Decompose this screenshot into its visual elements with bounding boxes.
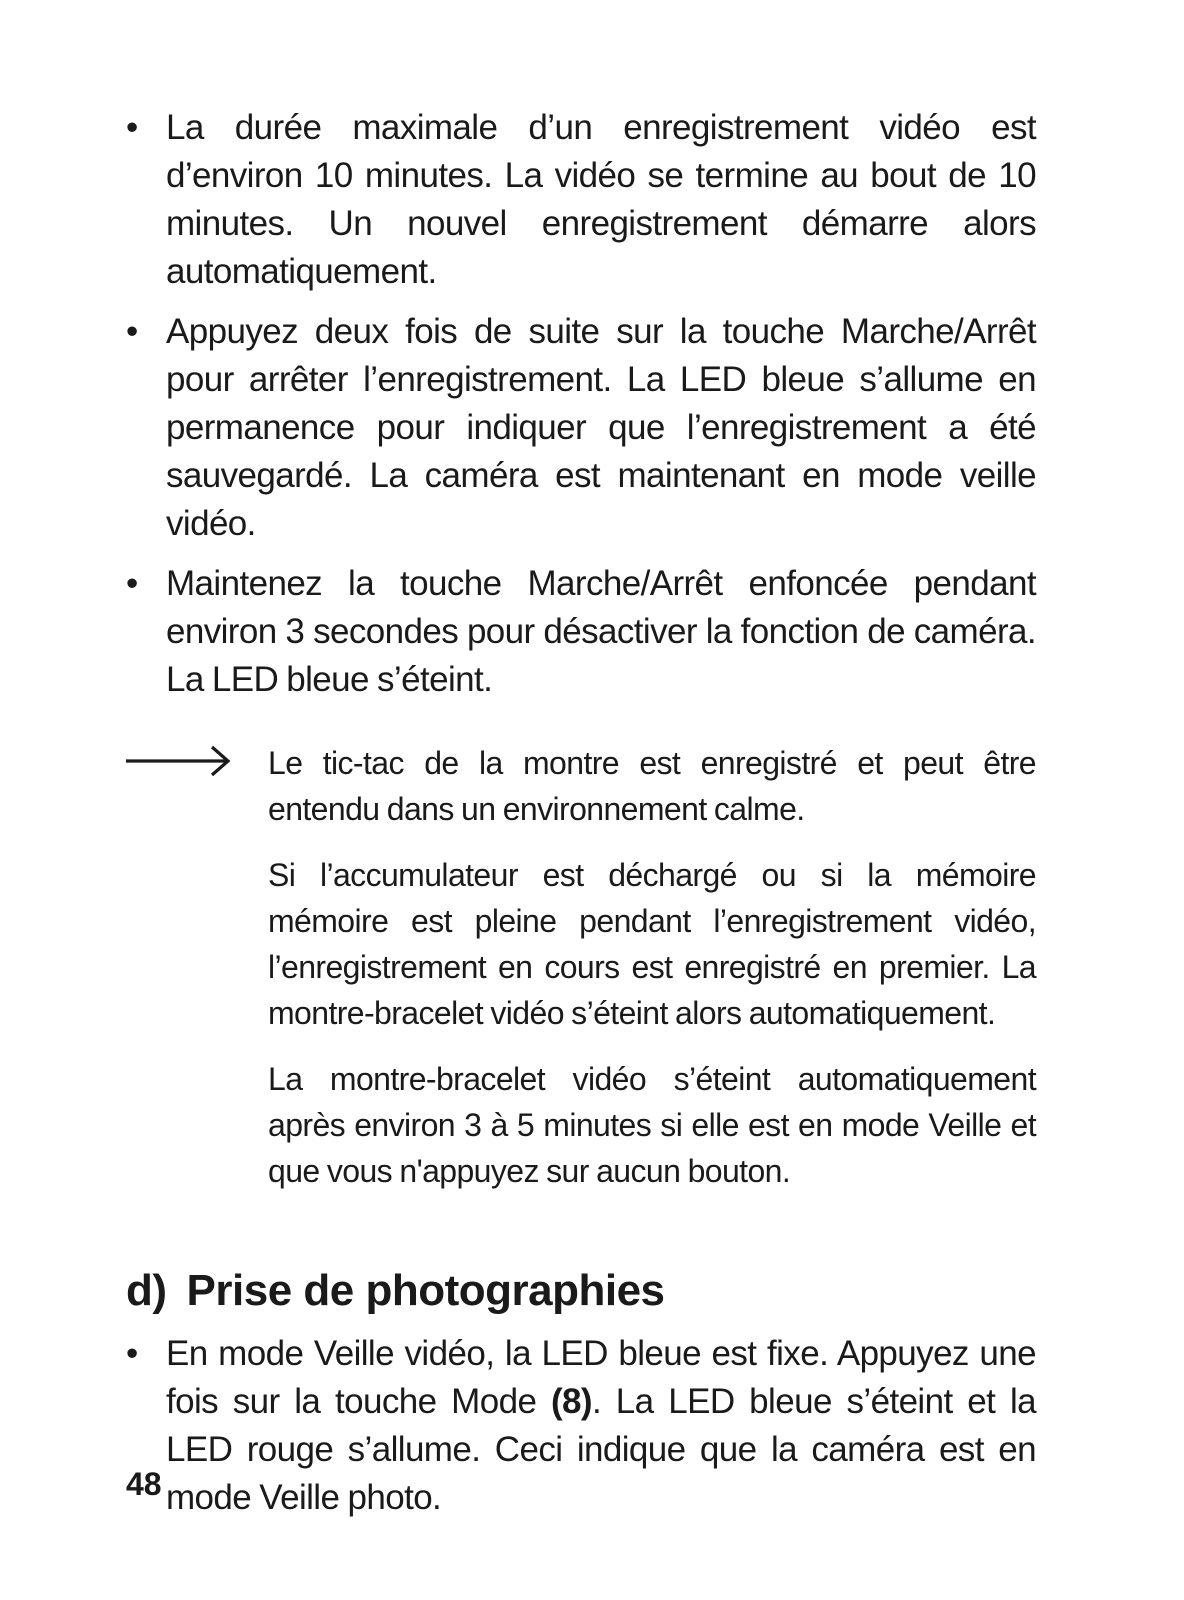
reference-number: (8)	[551, 1382, 592, 1421]
bullet-text: La durée maximale d’un enregistrement vidéo est d’environ 10 minutes. La vidéo se termine au bout de 10 minutes. Un nouvel enregistrement démarre alors automatiquement.	[166, 108, 1036, 291]
section-letter: d)	[126, 1266, 167, 1315]
bullet-list-video	[126, 104, 1036, 704]
page-content	[126, 104, 1036, 1534]
bullet-marker: •	[126, 108, 138, 147]
bullet-list-photo	[126, 1330, 1036, 1522]
note-block	[126, 740, 1036, 1194]
bullet-text	[166, 1334, 1036, 1517]
bullet-marker: •	[126, 1334, 138, 1373]
list-item	[126, 1330, 1036, 1522]
section-title: Prise de photographies	[186, 1266, 665, 1315]
page-number: 48	[126, 1466, 162, 1502]
bullet-text-part: . La LED bleue s’éteint et la LED rouge s’allume. Ceci indique que la caméra est en mode Veille photo.	[166, 1382, 1037, 1517]
bullet-text-part: En mode Veille vidéo, la LED bleue est fixe. Appuyez une fois sur la touche Mode	[166, 1334, 1036, 1421]
bullet-text: Appuyez deux fois de suite sur la touche Marche/Arrêt pour arrêter l’enregistrement. La LED bleue s’allume en permanence pour indiquer que l’enregistrement a été sauvegardé. La caméra est maintenant en mode veille vidéo.	[166, 312, 1036, 543]
bullet-marker: •	[126, 312, 138, 351]
note-paragraph: Le tic-tac de la montre est enregistré et peut être entendu dans un environnement calme.	[268, 745, 1036, 827]
list-item	[126, 308, 1036, 548]
arrow-right-icon	[126, 744, 232, 778]
section-heading	[126, 1266, 1036, 1316]
list-item	[126, 104, 1036, 296]
list-item	[126, 560, 1036, 704]
note-paragraph: Si l’accumulateur est déchargé ou si la mémoire mémoire est pleine pendant l’enregistrement vidéo, l’enregistrement en cours est enregistré en premier. La montre-bracelet vidéo s’éteint alors automatiquement.	[268, 857, 1036, 1031]
bullet-marker: •	[126, 564, 138, 603]
bullet-text: Maintenez la touche Marche/Arrêt enfoncée pendant environ 3 secondes pour désactiver la fonction de caméra. La LED bleue s’éteint.	[166, 564, 1036, 699]
note-paragraph: La montre-bracelet vidéo s’éteint automatiquement après environ 3 à 5 minutes si elle est en mode Veille et que vous n'appuyez sur aucun bouton.	[268, 1061, 1036, 1189]
